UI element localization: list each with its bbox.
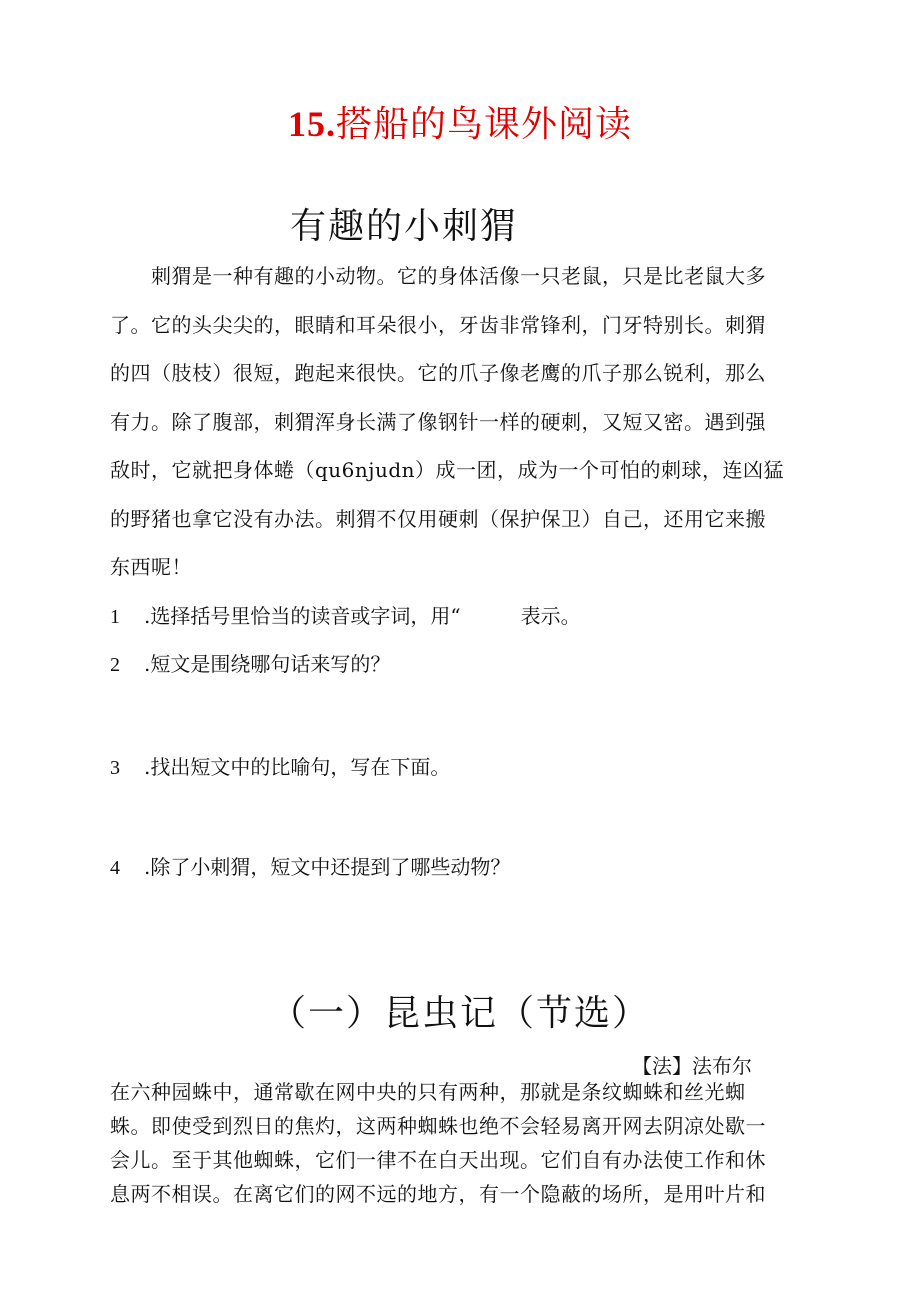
question-4	[110, 851, 510, 880]
question-text: .短文是围绕哪句话来写的？	[144, 652, 391, 676]
title-number: 15.	[287, 104, 336, 144]
question-text: .除了小刺猬，短文中还提到了哪些动物？	[144, 855, 511, 879]
page-title	[0, 96, 920, 147]
question-2	[110, 648, 390, 677]
story-line: 刺猬是一种有趣的小动物。它的身体活像一只老鼠，只是比老鼠大多	[110, 264, 766, 288]
story-line: 东西呢！	[110, 555, 192, 579]
story-line: 有力。除了腹部，刺猬浑身长满了像钢针一样的硬刺，又短又密。遇到强	[110, 409, 766, 434]
story-line: 的四（肢枝）很短，跑起来很快。它的爪子像老鹰的爪子那么锐利，那么	[110, 361, 766, 385]
section-title: （一）昆虫记（节选）	[269, 993, 650, 1034]
question-number: 2	[110, 654, 120, 676]
section-line: 息两不相误。在离它们的网不远的地方，有一个隐蔽的场所，是用叶片和	[110, 1182, 766, 1206]
section-line: 在六种园蛛中，通常歇在网中央的只有两种，那就是条纹蜘蛛和丝光蜘	[110, 1080, 746, 1104]
question-number: 3	[110, 757, 120, 779]
section-paragraph	[110, 1075, 810, 1211]
section-line: 会儿。至于其他蜘蛛，它们一律不在白天出现。它们自有办法使工作和休	[110, 1148, 766, 1172]
question-number: 4	[110, 857, 120, 879]
story-line: 的野猪也拿它没有办法。刺猬不仅用硬刺（保护保卫）自己，还用它来搬	[110, 506, 766, 531]
question-text: .找出短文中的比喻句，写在下面。	[144, 755, 451, 779]
story-line: 了。它的头尖尖的，眼睛和耳朵很小，牙齿非常锋利，门牙特别长。刺猬	[110, 312, 766, 337]
question-text: .选择括号里恰当的读音或字词，用“ 表示。	[144, 604, 581, 628]
question-3	[110, 751, 450, 780]
section-line: 蛛。即使受到烈日的焦灼，这两种蜘蛛也绝不会轻易离开网去阴凉处歇一	[110, 1114, 766, 1138]
story-paragraph	[110, 252, 810, 592]
story-title: 有趣的小刺猬	[289, 206, 518, 247]
question-1	[110, 600, 581, 629]
story-line: 敌时，它就把身体蜷（qu6njudn）成一团，成为一个可怕的刺球，连凶猛	[110, 458, 785, 482]
section-author: 【法】法布尔	[632, 1054, 752, 1078]
title-text: 搭船的鸟课外阅读	[335, 104, 632, 145]
question-number: 1	[110, 606, 120, 628]
